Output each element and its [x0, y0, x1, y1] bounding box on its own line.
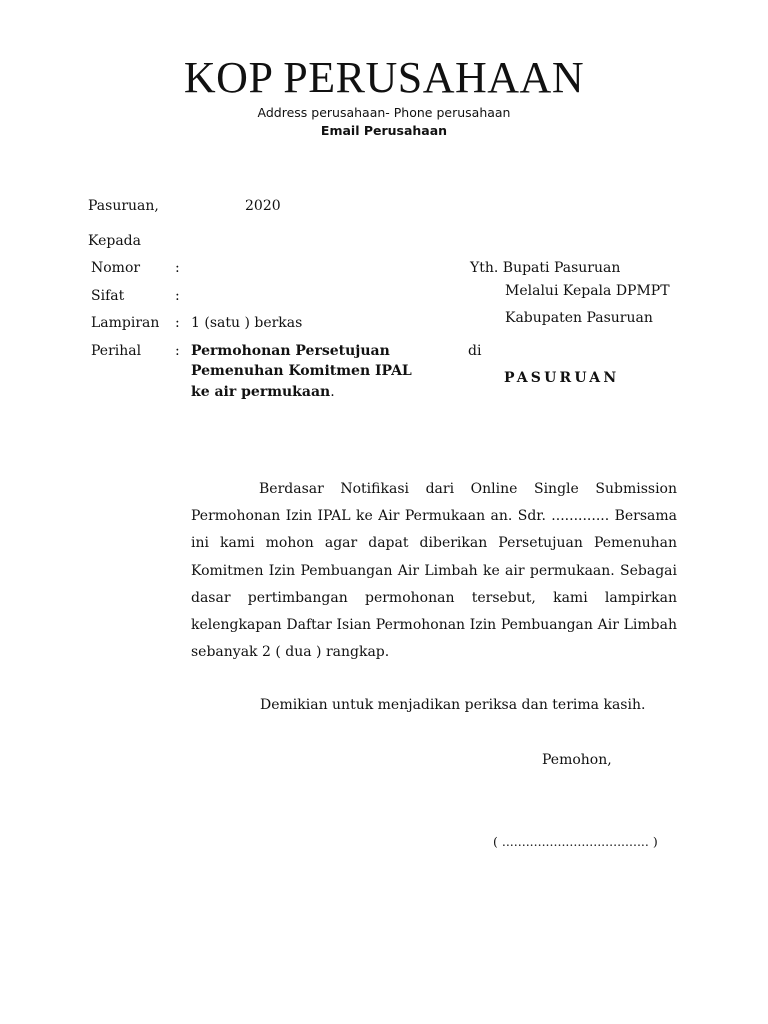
kepada-label: Kepada — [88, 233, 141, 249]
recipient-line-2: Melalui Kepala DPMPT — [505, 283, 670, 299]
perihal-line-2: Pemenuhan Komitmen IPAL — [191, 363, 412, 379]
recipient-line-1: Yth. Bupati Pasuruan — [470, 260, 621, 276]
recipient-city: PASURUAN — [504, 370, 620, 386]
signature-label: Pemohon, — [542, 752, 612, 768]
recipient-line-3: Kabupaten Pasuruan — [505, 310, 653, 326]
perihal-period: . — [330, 384, 335, 400]
closing-sentence: Demikian untuk menjadikan periksa dan terima kasih. — [260, 697, 646, 713]
lampiran-value: 1 (satu ) berkas — [191, 315, 303, 331]
perihal-colon: : — [175, 343, 180, 359]
letter-city: Pasuruan, — [88, 198, 159, 214]
letter-body-paragraph: Berdasar Notifikasi dari Online Single Submission Permohonan Izin IPAL ke Air Permukaan an. Sdr. ............. Bersama ini kami mohon agar dapat diberikan Persetujuan Pemenuhan Komitmen Izin Pembuangan Air Limbah ke air permukaan. Sebagai dasar pertimbangan permohonan tersebut, kami lampirkan kelengkapan Daftar Isian Permohonan Izin Pembuangan Air Limbah sebanyak 2 ( dua ) rangkap. — [191, 481, 677, 661]
company-email-line: Email Perusahaan — [320, 123, 448, 138]
sifat-colon: : — [175, 288, 180, 304]
nomor-colon: : — [175, 260, 180, 276]
lampiran-colon: : — [175, 315, 180, 331]
recipient-di: di — [468, 343, 482, 359]
sifat-label: Sifat — [91, 288, 125, 304]
perihal-line-1: Permohonan Persetujuan — [191, 343, 390, 359]
nomor-label: Nomor — [91, 260, 141, 276]
perihal-line-3 — [191, 382, 335, 402]
lampiran-label: Lampiran — [91, 315, 160, 331]
signature-placeholder: ( ..................................... ) — [493, 834, 658, 849]
perihal-line-3-text: ke air permukaan — [191, 384, 331, 400]
company-address-line: Address perusahaan- Phone perusahaan — [257, 105, 511, 120]
company-letterhead-title: KOP PERUSAHAAN — [183, 53, 585, 102]
perihal-label: Perihal — [91, 343, 142, 359]
letter-year: 2020 — [245, 198, 281, 214]
